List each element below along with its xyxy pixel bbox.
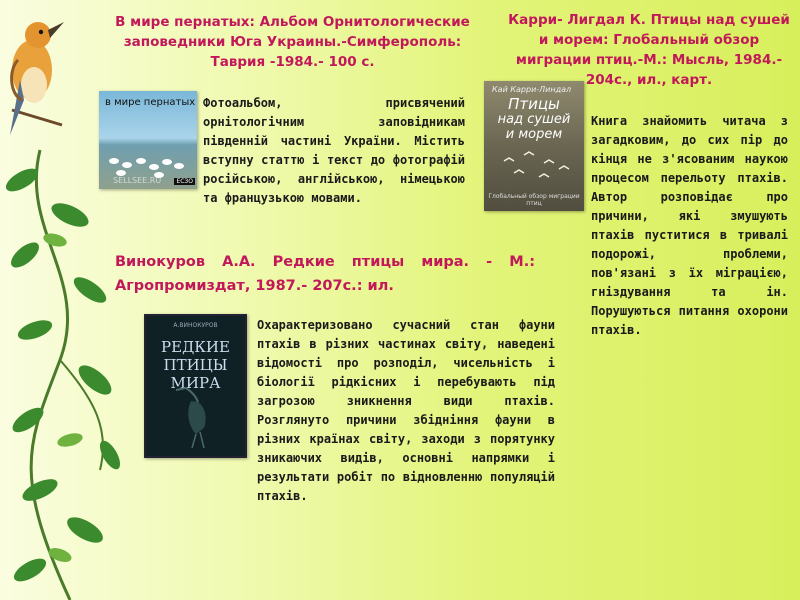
book-2-title: Карри- Лигдал К. Птицы над сушей и морем: Глобальный обзор миграции птиц.-М.: Мысль, 1984.- 204с., ил., карт.	[508, 12, 790, 88]
book-3-cover-title-3: МИРА	[170, 374, 221, 392]
book-3-title: Винокуров А.А. Редкие птицы мира. - М.: Агропромиздат, 1987.- 207с.: ил.	[115, 254, 535, 294]
book-1-title: В мире пернатых: Альбом Орнитологические заповедники Юга Украины.-Симферополь: Таврия -1984.- 100 с.	[115, 14, 470, 70]
book-2-description: Книга знайомить читача з загадковим, до сих пір до кінця не з'ясованим наукою процесом перельоту птахів. Автор розповідає про причини, які змушують птахів пуститися в тривалі подорожі, проблеми, пов'язані з їх міграцією, гніздування та ін. Порушуються питання охорони птахів.	[591, 114, 788, 337]
book-2-cover-title-1: Птицы	[508, 95, 560, 113]
heron-image	[146, 316, 245, 456]
songbird-icon	[2, 0, 74, 150]
book-1-cover	[99, 91, 197, 189]
birds-on-shore-image	[99, 91, 197, 189]
flying-birds-image	[484, 81, 584, 211]
book-2-cover-title-2: над сушей	[497, 112, 571, 127]
book-1-description: Фотоальбом, присвячений орнітологічним заповідникам південній частині України. Містить вступну статтю і текст до фотографій російською, англійською, німецькою та французькою мовами.	[203, 96, 465, 205]
book-3-description: Охарактеризовано сучасний стан фауни птахів в різних частинах світу, наведені відомості про розподіл, чисельність і біології рідкісних і перебувають під загрозою зникнення види птахів. Розглянуто причини збідніння фауни в різних країнах світу, заходи з порятунку зникаючих видів, основні напрямки і результати робіт по відновленню популяцій птахів.	[257, 318, 555, 503]
book-3-cover	[144, 314, 247, 458]
book-3-cover-title-2: ПТИЦЫ	[163, 356, 228, 374]
book-1-cover-watermark: SELLSEE.RU	[113, 176, 162, 185]
book-2-cover-title-3: и морем	[505, 127, 563, 142]
book-2-cover-subtitle: Глобальный обзор миграции птиц	[488, 193, 580, 207]
book-1-cover-badge: ЕСЗО	[176, 178, 193, 185]
book-2-cover	[484, 81, 584, 211]
book-2-cover-author: Кай Карри-Линдал	[492, 85, 572, 94]
book-1-cover-title: в мире пернатых	[105, 97, 196, 108]
book-3-cover-author: А.ВИНОКУРОВ	[173, 322, 218, 329]
book-3-cover-title-1: РЕДКИЕ	[161, 338, 230, 356]
